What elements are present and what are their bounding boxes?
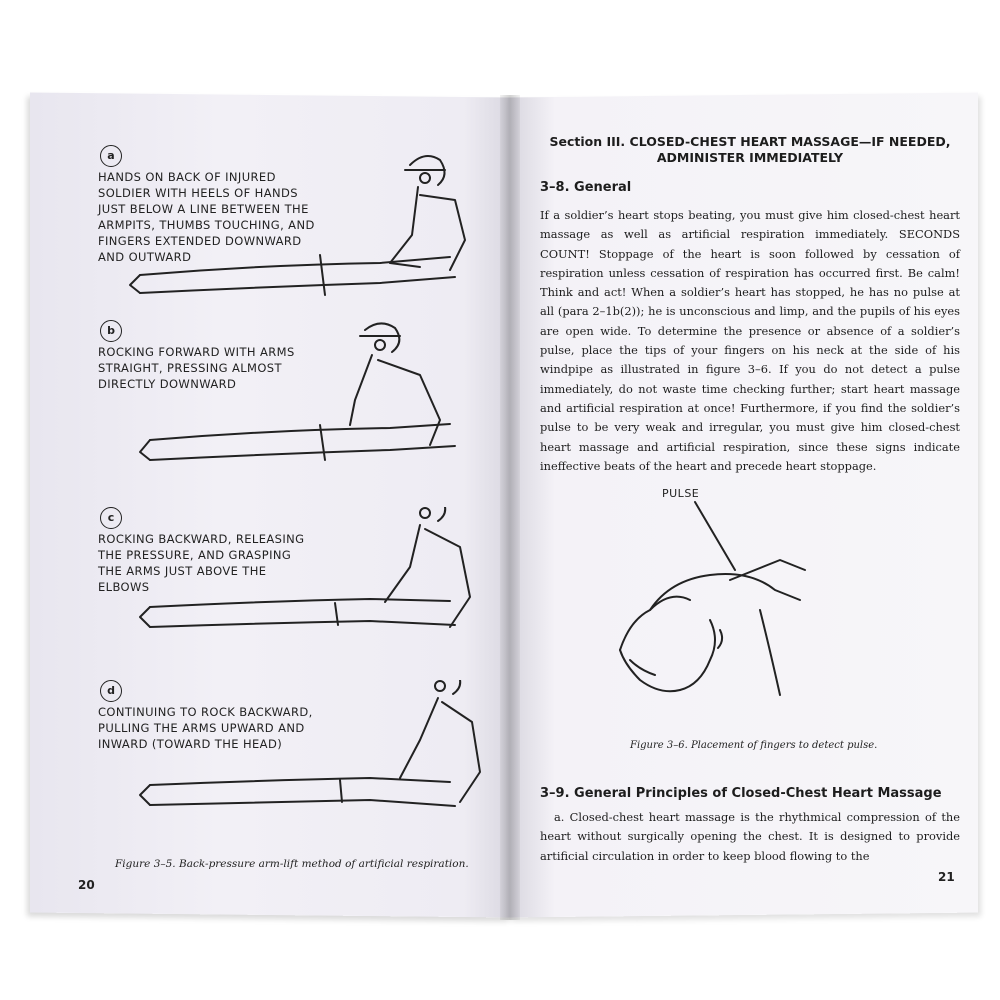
illustration-step-d xyxy=(120,680,490,850)
section-title-line2: ADMINISTER IMMEDIATELY xyxy=(656,150,844,165)
section-title-line1: Section III. CLOSED-CHEST HEART MASSAGE—IF NEEDED, xyxy=(549,134,951,149)
page-number-left: 20 xyxy=(78,878,95,892)
illustration-step-c xyxy=(120,507,490,677)
step-c xyxy=(70,507,490,687)
heading-general: 3–8. General xyxy=(540,180,632,195)
step-a xyxy=(70,145,490,325)
step-b xyxy=(70,320,490,500)
heading-principles: 3–9. General Principles of Closed-Chest Heart Massage xyxy=(540,786,942,801)
principles-paragraph: a. Closed-chest heart massage is the rhythmical compression of the heart without surgically opening the chest. It is designed to provide artificial circulation in order to keep blood flowing to the xyxy=(540,810,960,863)
illustration-step-b xyxy=(120,320,490,490)
step-text: ROCKING FORWARD WITH ARMS STRAIGHT, PRESSING ALMOST DIRECTLY DOWNWARD xyxy=(98,345,295,391)
page-number-right: 21 xyxy=(938,870,955,884)
step-text: CONTINUING TO ROCK BACKWARD, PULLING THE ARMS UPWARD AND INWARD (TOWARD THE HEAD) xyxy=(98,705,313,751)
section-title xyxy=(530,134,970,166)
step-marker: d xyxy=(100,680,122,702)
step-marker: b xyxy=(100,320,122,342)
step-marker: c xyxy=(100,507,122,529)
step-marker: a xyxy=(100,145,122,167)
step-text: HANDS ON BACK OF INJURED SOLDIER WITH HEELS OF HANDS JUST BELOW A LINE BETWEEN THE ARMPITS, THUMBS TOUCHING, AND FINGERS EXTENDED DOWNWARD AND OUTWARD xyxy=(98,170,315,264)
illustration-step-a xyxy=(120,145,490,315)
step-d xyxy=(70,680,490,860)
step-text: ROCKING BACKWARD, RELEASING THE PRESSURE, AND GRASPING THE ARMS JUST ABOVE THE ELBOWS xyxy=(98,532,305,594)
pulse-label: PULSE xyxy=(662,487,700,500)
book-gutter xyxy=(500,95,520,920)
figure-caption-left: Figure 3–5. Back-pressure arm-lift method of artificial respiration. xyxy=(115,858,469,870)
figure-caption-right: Figure 3–6. Placement of fingers to detect pulse. xyxy=(630,740,878,751)
general-paragraph: If a soldier’s heart stops beating, you must give him closed-chest heart massage as well as artificial respiration immediately. SECONDS COUNT! Stoppage of the heart is soon followed by cessation of respiration unless cessation of respiration has occurred first. Be calm! Think and act! When a soldier’s heart has stopped, he has no pulse at all (para 2–1b(2)); he is unconscious and limp, and the pupils of his eyes are open wide. To determine the presence or absence of a soldier’s pulse, place the tips of your fingers on his neck at the side of his windpipe as illustrated in figure 3–6. If you do not detect a pulse immediately, do not waste time checking further; start heart massage and artificial respiration at once! Furthermore, if you find the soldier’s pulse to be very weak and irregular, you must give him closed-chest heart massage and artificial respiration, since these signs indicate ineffective beats of the heart and precede heart stoppage. xyxy=(540,208,960,473)
pulse-illustration xyxy=(610,500,810,710)
